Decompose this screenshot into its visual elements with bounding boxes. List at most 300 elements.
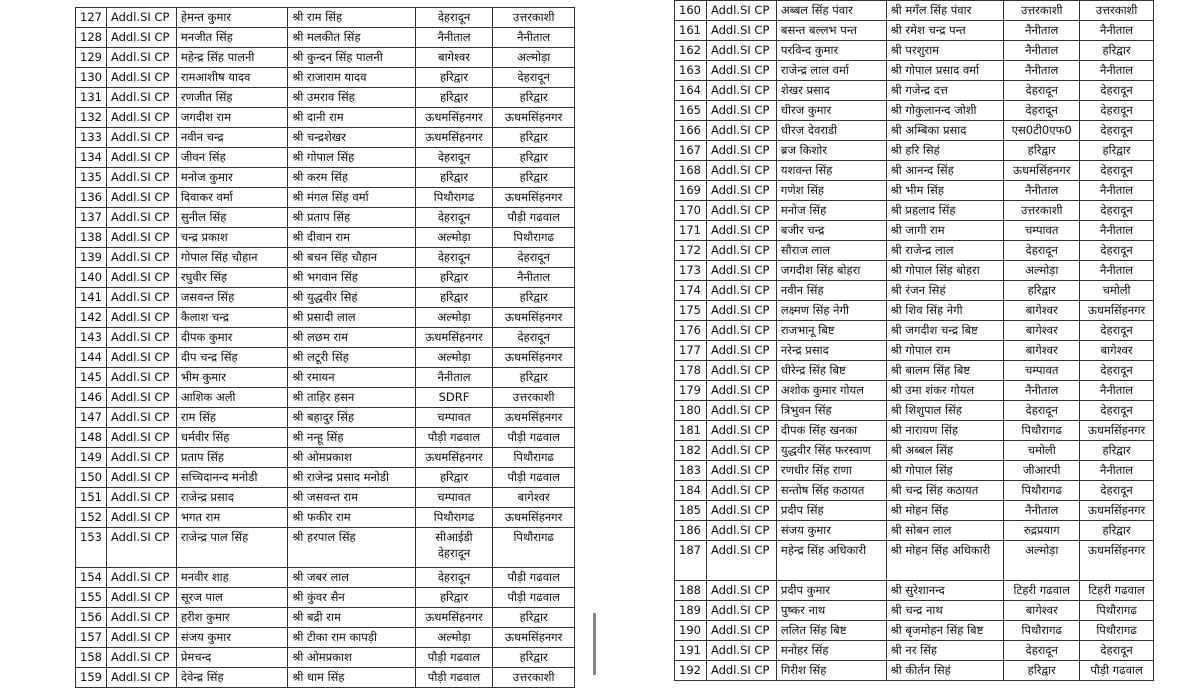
table-row xyxy=(675,61,1154,81)
right-roster-table xyxy=(674,0,1154,681)
serial-number-cell: 174 xyxy=(675,281,707,301)
posting-cell: नैनीताल xyxy=(493,28,575,48)
father-name-cell: श्री प्रहलाद सिंह xyxy=(886,201,1004,221)
father-name-cell: श्री ओमप्रकाश xyxy=(288,448,415,468)
name-cell: राम सिंह xyxy=(176,408,287,428)
posting-cell: ऊधमसिंहनगर xyxy=(493,508,575,528)
name-cell: रणधीर सिंह राणा xyxy=(776,461,886,481)
district-cell: हरिद्वार xyxy=(415,468,493,488)
district-cell: पिथौरागढ xyxy=(415,188,493,208)
posting-cell: हरिद्वार xyxy=(493,168,575,188)
name-cell: आशिक अली xyxy=(176,388,287,408)
posting-cell: ऊधमसिंहनगर xyxy=(493,628,575,648)
district-cell: सीआईडी देहरादून xyxy=(415,528,493,568)
table-row xyxy=(675,261,1154,281)
name-cell: प्रेमचन्द xyxy=(176,648,287,668)
district-cell: देहरादून xyxy=(1004,401,1080,421)
father-name-cell: श्री बहादुर सिंह xyxy=(288,408,415,428)
district-cell: ऊधमसिंहनगर xyxy=(415,128,493,148)
district-cell: पिथौरागढ xyxy=(1004,421,1080,441)
name-cell: युद्धवीर सिंह फरस्वाण xyxy=(776,441,886,461)
serial-number-cell: 131 xyxy=(76,88,107,108)
table-row xyxy=(76,108,575,128)
district-cell: अल्मोड़ा xyxy=(415,228,493,248)
table-row xyxy=(675,621,1154,641)
table-row xyxy=(76,368,575,388)
serial-number-cell: 183 xyxy=(675,461,707,481)
post-cell: Addl.SI CP xyxy=(706,301,776,321)
serial-number-cell: 133 xyxy=(76,128,107,148)
district-cell: पौड़ी गढवाल xyxy=(415,648,493,668)
father-name-cell: श्री शिशुपाल सिंह xyxy=(886,401,1004,421)
serial-number-cell: 191 xyxy=(675,641,707,661)
serial-number-cell: 139 xyxy=(76,248,107,268)
post-cell: Addl.SI CP xyxy=(706,201,776,221)
post-cell: Addl.SI CP xyxy=(106,228,176,248)
name-cell: यशवन्त सिंह xyxy=(776,161,886,181)
post-cell: Addl.SI CP xyxy=(706,421,776,441)
father-name-cell: श्री आनन्द सिंह xyxy=(886,161,1004,181)
district-cell: चम्पावत xyxy=(415,488,493,508)
post-cell: Addl.SI CP xyxy=(706,461,776,481)
posting-cell: टिहरी गढवाल xyxy=(1080,581,1154,601)
posting-cell: देहरादून xyxy=(493,248,575,268)
name-cell: सन्तोष सिंह कठायत xyxy=(776,481,886,501)
district-cell: पिथौरागढ xyxy=(1004,481,1080,501)
father-name-cell: श्री बालम सिंह बिष्ट xyxy=(886,361,1004,381)
post-cell: Addl.SI CP xyxy=(706,341,776,361)
post-cell: Addl.SI CP xyxy=(706,181,776,201)
page-divider xyxy=(593,613,596,675)
father-name-cell: श्री सोबन लाल xyxy=(886,521,1004,541)
father-name-cell: श्री गोपाल सिंह बोहरा xyxy=(886,261,1004,281)
name-cell: पुष्कर नाथ xyxy=(776,601,886,621)
post-cell: Addl.SI CP xyxy=(106,388,176,408)
name-cell: सुनील सिंह xyxy=(176,208,287,228)
posting-cell: देहरादून xyxy=(1080,121,1154,141)
posting-cell: देहरादून xyxy=(1080,641,1154,661)
posting-cell: हरिद्वार xyxy=(493,648,575,668)
father-name-cell: श्री मोहन सिंह xyxy=(886,501,1004,521)
name-cell: हेमन्त कुमार xyxy=(176,8,287,28)
serial-number-cell: 140 xyxy=(76,268,107,288)
father-name-cell: श्री अब्बल सिंह xyxy=(886,441,1004,461)
table-row xyxy=(675,21,1154,41)
name-cell: लक्ष्मण सिंह नेगी xyxy=(776,301,886,321)
table-row xyxy=(675,421,1154,441)
name-cell: गणेश सिंह xyxy=(776,181,886,201)
district-cell: अल्मोड़ा xyxy=(1004,541,1080,581)
father-name-cell: श्री गोपाल सिंह xyxy=(886,461,1004,481)
father-name-cell: श्री गोकुलानन्द जोशी xyxy=(886,101,1004,121)
name-cell: राजेन्द्र पाल सिंह xyxy=(176,528,287,568)
name-cell: ब्रज किशोर xyxy=(776,141,886,161)
post-cell: Addl.SI CP xyxy=(706,101,776,121)
district-cell: नैनीताल xyxy=(1004,501,1080,521)
name-cell: जगदीश सिंह बोहरा xyxy=(776,261,886,281)
right-page xyxy=(674,0,1154,675)
table-row xyxy=(76,348,575,368)
serial-number-cell: 182 xyxy=(675,441,707,461)
serial-number-cell: 167 xyxy=(675,141,707,161)
serial-number-cell: 160 xyxy=(675,1,707,21)
serial-number-cell: 132 xyxy=(76,108,107,128)
father-name-cell: श्री करम सिंह xyxy=(288,168,415,188)
table-row xyxy=(675,381,1154,401)
father-name-cell: श्री गजेन्द्र दत्त xyxy=(886,81,1004,101)
district-cell: टिहरी गढवाल xyxy=(1004,581,1080,601)
table-row xyxy=(675,1,1154,21)
table-row xyxy=(675,281,1154,301)
father-name-cell: श्री मगँल सिंह पंवार xyxy=(886,1,1004,21)
posting-cell: ऊधमसिंहनगर xyxy=(493,308,575,328)
father-name-cell: श्री मोहन सिंह अधिकारी xyxy=(886,541,1004,581)
father-name-cell: श्री उमा शंकर गोयल xyxy=(886,381,1004,401)
table-row xyxy=(675,81,1154,101)
serial-number-cell: 149 xyxy=(76,448,107,468)
posting-cell: देहरादून xyxy=(1080,241,1154,261)
name-cell: सौराज लाल xyxy=(776,241,886,261)
district-cell: हरिद्वार xyxy=(415,288,493,308)
post-cell: Addl.SI CP xyxy=(106,128,176,148)
father-name-cell: श्री उमराव सिंह xyxy=(288,88,415,108)
table-row xyxy=(76,448,575,468)
serial-number-cell: 143 xyxy=(76,328,107,348)
district-cell: देहरादून xyxy=(1004,81,1080,101)
father-name-cell: श्री अम्बिका प्रसाद xyxy=(886,121,1004,141)
name-cell: मनवीर शाह xyxy=(176,568,287,588)
table-row xyxy=(675,341,1154,361)
post-cell: Addl.SI CP xyxy=(106,628,176,648)
father-name-cell: श्री राजेन्द्र लाल xyxy=(886,241,1004,261)
posting-cell: ऊधमसिंहनगर xyxy=(493,188,575,208)
posting-cell: उत्तरकाशी xyxy=(493,388,575,408)
post-cell: Addl.SI CP xyxy=(706,621,776,641)
district-cell: हरिद्वार xyxy=(1004,281,1080,301)
post-cell: Addl.SI CP xyxy=(106,28,176,48)
posting-cell: पिथौरागढ xyxy=(493,448,575,468)
table-row xyxy=(675,501,1154,521)
post-cell: Addl.SI CP xyxy=(106,168,176,188)
table-row xyxy=(76,528,575,568)
left-page xyxy=(75,0,575,684)
serial-number-cell: 180 xyxy=(675,401,707,421)
district-cell: ऊधमसिंहनगर xyxy=(415,108,493,128)
posting-cell: हरिद्वार xyxy=(493,288,575,308)
serial-number-cell: 176 xyxy=(675,321,707,341)
name-cell: मनोज कुमार xyxy=(176,168,287,188)
serial-number-cell: 153 xyxy=(76,528,107,568)
table-row xyxy=(675,481,1154,501)
serial-number-cell: 165 xyxy=(675,101,707,121)
father-name-cell: श्री कुन्दन सिंह पालनी xyxy=(288,48,415,68)
district-cell: पौड़ी गढवाल xyxy=(415,428,493,448)
name-cell: धीरज देवराडी xyxy=(776,121,886,141)
table-row xyxy=(76,428,575,448)
posting-cell: ऊधमसिंहनगर xyxy=(1080,541,1154,581)
serial-number-cell: 166 xyxy=(675,121,707,141)
post-cell: Addl.SI CP xyxy=(106,288,176,308)
serial-number-cell: 159 xyxy=(76,668,107,688)
father-name-cell: श्री टीका राम कापड़ी xyxy=(288,628,415,648)
serial-number-cell: 161 xyxy=(675,21,707,41)
posting-cell: हरिद्वार xyxy=(493,608,575,628)
posting-cell: बागेश्वर xyxy=(1080,341,1154,361)
name-cell: दीपक कुमार xyxy=(176,328,287,348)
post-cell: Addl.SI CP xyxy=(106,148,176,168)
district-cell: नैनीताल xyxy=(415,28,493,48)
serial-number-cell: 175 xyxy=(675,301,707,321)
table-row xyxy=(76,468,575,488)
posting-cell: चमोली xyxy=(1080,281,1154,301)
posting-cell: नैनीताल xyxy=(1080,21,1154,41)
district-cell: बागेश्वर xyxy=(1004,301,1080,321)
father-name-cell: श्री हरि सिहं xyxy=(886,141,1004,161)
name-cell: त्रिभुवन सिंह xyxy=(776,401,886,421)
post-cell: Addl.SI CP xyxy=(106,88,176,108)
district-cell: पिथौरागढ xyxy=(1004,621,1080,641)
serial-number-cell: 172 xyxy=(675,241,707,261)
post-cell: Addl.SI CP xyxy=(706,581,776,601)
district-cell: हरिद्वार xyxy=(415,168,493,188)
father-name-cell: श्री ताहिर हसन xyxy=(288,388,415,408)
district-cell: चम्पावत xyxy=(1004,221,1080,241)
posting-cell: हरिद्वार xyxy=(1080,41,1154,61)
post-cell: Addl.SI CP xyxy=(706,361,776,381)
serial-number-cell: 142 xyxy=(76,308,107,328)
table-row xyxy=(675,541,1154,581)
posting-cell: उत्तरकाशी xyxy=(493,668,575,688)
posting-cell: ऊधमसिंहनगर xyxy=(493,408,575,428)
district-cell: एस0टी0एफ0 xyxy=(1004,121,1080,141)
table-row xyxy=(675,221,1154,241)
post-cell: Addl.SI CP xyxy=(106,308,176,328)
table-row xyxy=(76,668,575,688)
serial-number-cell: 157 xyxy=(76,628,107,648)
name-cell: महेन्द्र सिंह अधिकारी xyxy=(776,541,886,581)
post-cell: Addl.SI CP xyxy=(706,401,776,421)
posting-cell: पिथौरागढ xyxy=(1080,621,1154,641)
table-row xyxy=(675,241,1154,261)
district-cell: नैनीताल xyxy=(1004,181,1080,201)
posting-cell: ऊधमसिंहनगर xyxy=(493,108,575,128)
father-name-cell: श्री दीवान राम xyxy=(288,228,415,248)
father-name-cell: श्री कुंवर सैन xyxy=(288,588,415,608)
district-cell: नैनीताल xyxy=(1004,61,1080,81)
father-name-cell: श्री नर सिंह xyxy=(886,641,1004,661)
father-name-cell: श्री कीर्तन सिहं xyxy=(886,661,1004,681)
table-row xyxy=(76,288,575,308)
post-cell: Addl.SI CP xyxy=(106,248,176,268)
father-name-cell: श्री भगवान सिंह xyxy=(288,268,415,288)
name-cell: ललित सिंह बिष्ट xyxy=(776,621,886,641)
post-cell: Addl.SI CP xyxy=(706,521,776,541)
name-cell: जीवन सिंह xyxy=(176,148,287,168)
table-row xyxy=(76,248,575,268)
posting-cell: देहरादून xyxy=(1080,321,1154,341)
post-cell: Addl.SI CP xyxy=(106,408,176,428)
district-cell: अल्मोड़ा xyxy=(415,348,493,368)
serial-number-cell: 135 xyxy=(76,168,107,188)
post-cell: Addl.SI CP xyxy=(106,488,176,508)
name-cell: दिवाकर वर्मा xyxy=(176,188,287,208)
posting-cell: हरिद्वार xyxy=(493,88,575,108)
name-cell: मनजीत सिंह xyxy=(176,28,287,48)
father-name-cell: श्री बद्री राम xyxy=(288,608,415,628)
post-cell: Addl.SI CP xyxy=(106,588,176,608)
posting-cell: बागेश्वर xyxy=(493,488,575,508)
serial-number-cell: 171 xyxy=(675,221,707,241)
district-cell: जीआरपी xyxy=(1004,461,1080,481)
table-row xyxy=(675,661,1154,681)
table-row xyxy=(76,168,575,188)
table-row xyxy=(76,568,575,588)
father-name-cell: श्री जबर लाल xyxy=(288,568,415,588)
name-cell: परविन्द कुमार xyxy=(776,41,886,61)
district-cell: हरिद्वार xyxy=(415,68,493,88)
serial-number-cell: 144 xyxy=(76,348,107,368)
serial-number-cell: 186 xyxy=(675,521,707,541)
name-cell: अब्बल सिंह पंवार xyxy=(776,1,886,21)
serial-number-cell: 136 xyxy=(76,188,107,208)
father-name-cell: श्री नन्हू सिंह xyxy=(288,428,415,448)
father-name-cell: श्री जागी राम xyxy=(886,221,1004,241)
name-cell: राजेन्द्र प्रसाद xyxy=(176,488,287,508)
posting-cell: पिथौरागढ xyxy=(1080,601,1154,621)
name-cell: शेखर प्रसाद xyxy=(776,81,886,101)
name-cell: दीप चन्द्र सिंह xyxy=(176,348,287,368)
post-cell: Addl.SI CP xyxy=(106,608,176,628)
table-row xyxy=(675,181,1154,201)
table-row xyxy=(675,321,1154,341)
post-cell: Addl.SI CP xyxy=(706,41,776,61)
table-row xyxy=(675,301,1154,321)
father-name-cell: श्री चन्द्र नाथ xyxy=(886,601,1004,621)
posting-cell: पौड़ी गढवाल xyxy=(493,568,575,588)
district-cell: अल्मोड़ा xyxy=(415,308,493,328)
father-name-cell: श्री परशुराम xyxy=(886,41,1004,61)
name-cell: संजय कुमार xyxy=(176,628,287,648)
table-row xyxy=(675,521,1154,541)
table-row xyxy=(675,141,1154,161)
district-cell: देहरादून xyxy=(1004,641,1080,661)
serial-number-cell: 181 xyxy=(675,421,707,441)
table-row xyxy=(76,48,575,68)
posting-cell: उत्तरकाशी xyxy=(493,8,575,28)
posting-cell: देहरादून xyxy=(1080,401,1154,421)
name-cell: गोपाल सिंह चौहान xyxy=(176,248,287,268)
posting-cell: उत्तरकाशी xyxy=(1080,1,1154,21)
serial-number-cell: 147 xyxy=(76,408,107,428)
serial-number-cell: 130 xyxy=(76,68,107,88)
serial-number-cell: 184 xyxy=(675,481,707,501)
name-cell: धर्मवीर सिंह xyxy=(176,428,287,448)
father-name-cell: श्री मंगल सिंह वर्मा xyxy=(288,188,415,208)
father-name-cell: श्री फकीर राम xyxy=(288,508,415,528)
name-cell: धीरेन्द्र सिंह बिष्ट xyxy=(776,361,886,381)
serial-number-cell: 185 xyxy=(675,501,707,521)
father-name-cell: श्री प्रसादी लाल xyxy=(288,308,415,328)
posting-cell: देहरादून xyxy=(1080,161,1154,181)
post-cell: Addl.SI CP xyxy=(706,141,776,161)
table-row xyxy=(76,308,575,328)
post-cell: Addl.SI CP xyxy=(106,348,176,368)
post-cell: Addl.SI CP xyxy=(106,448,176,468)
name-cell: नरेन्द्र प्रसाद xyxy=(776,341,886,361)
serial-number-cell: 187 xyxy=(675,541,707,581)
table-row xyxy=(675,201,1154,221)
name-cell: संजय कुमार xyxy=(776,521,886,541)
post-cell: Addl.SI CP xyxy=(706,601,776,621)
serial-number-cell: 138 xyxy=(76,228,107,248)
table-row xyxy=(76,88,575,108)
serial-number-cell: 177 xyxy=(675,341,707,361)
father-name-cell: श्री हरपाल सिंह xyxy=(288,528,415,568)
posting-cell: पौड़ी गढवाल xyxy=(493,428,575,448)
post-cell: Addl.SI CP xyxy=(106,468,176,488)
left-table-body xyxy=(76,8,575,688)
table-row xyxy=(675,641,1154,661)
posting-cell: नैनीताल xyxy=(1080,261,1154,281)
father-name-cell: श्री लटूरी सिंह xyxy=(288,348,415,368)
district-cell: नैनीताल xyxy=(1004,21,1080,41)
name-cell: राजभानू बिष्ट xyxy=(776,321,886,341)
district-cell: चम्पावत xyxy=(1004,361,1080,381)
table-row xyxy=(76,8,575,28)
posting-cell: देहरादून xyxy=(1080,481,1154,501)
name-cell: भीम कुमार xyxy=(176,368,287,388)
father-name-cell: श्री चन्द्र सिंह कठायत xyxy=(886,481,1004,501)
post-cell: Addl.SI CP xyxy=(706,81,776,101)
posting-cell: नैनीताल xyxy=(1080,381,1154,401)
posting-cell: नैनीताल xyxy=(493,268,575,288)
district-cell: SDRF xyxy=(415,388,493,408)
district-cell: अल्मोड़ा xyxy=(1004,261,1080,281)
posting-cell: पौड़ी गढवाल xyxy=(493,208,575,228)
father-name-cell: श्री चन्द्रशेखर xyxy=(288,128,415,148)
district-cell: चमोली xyxy=(1004,441,1080,461)
serial-number-cell: 170 xyxy=(675,201,707,221)
table-row xyxy=(76,128,575,148)
post-cell: Addl.SI CP xyxy=(706,321,776,341)
name-cell: मनोज सिंह xyxy=(776,201,886,221)
father-name-cell: श्री लछम राम xyxy=(288,328,415,348)
table-row xyxy=(76,648,575,668)
name-cell: नवीन सिंह xyxy=(776,281,886,301)
name-cell: राजेन्द्र लाल वर्मा xyxy=(776,61,886,81)
serial-number-cell: 190 xyxy=(675,621,707,641)
post-cell: Addl.SI CP xyxy=(106,648,176,668)
father-name-cell: श्री रंजन सिहं xyxy=(886,281,1004,301)
post-cell: Addl.SI CP xyxy=(706,481,776,501)
father-name-cell: श्री गोपाल सिंह xyxy=(288,148,415,168)
district-cell: देहरादून xyxy=(1004,241,1080,261)
table-row xyxy=(76,148,575,168)
table-row xyxy=(675,361,1154,381)
serial-number-cell: 164 xyxy=(675,81,707,101)
father-name-cell: श्री जसवन्त राम xyxy=(288,488,415,508)
name-cell: बसन्त बल्लभ पन्त xyxy=(776,21,886,41)
table-row xyxy=(76,408,575,428)
name-cell: प्रताप सिंह xyxy=(176,448,287,468)
name-cell: चन्द्र प्रकाश xyxy=(176,228,287,248)
post-cell: Addl.SI CP xyxy=(706,641,776,661)
serial-number-cell: 163 xyxy=(675,61,707,81)
posting-cell: हरिद्वार xyxy=(1080,141,1154,161)
serial-number-cell: 146 xyxy=(76,388,107,408)
post-cell: Addl.SI CP xyxy=(106,368,176,388)
father-name-cell: श्री भीम सिंह xyxy=(886,181,1004,201)
